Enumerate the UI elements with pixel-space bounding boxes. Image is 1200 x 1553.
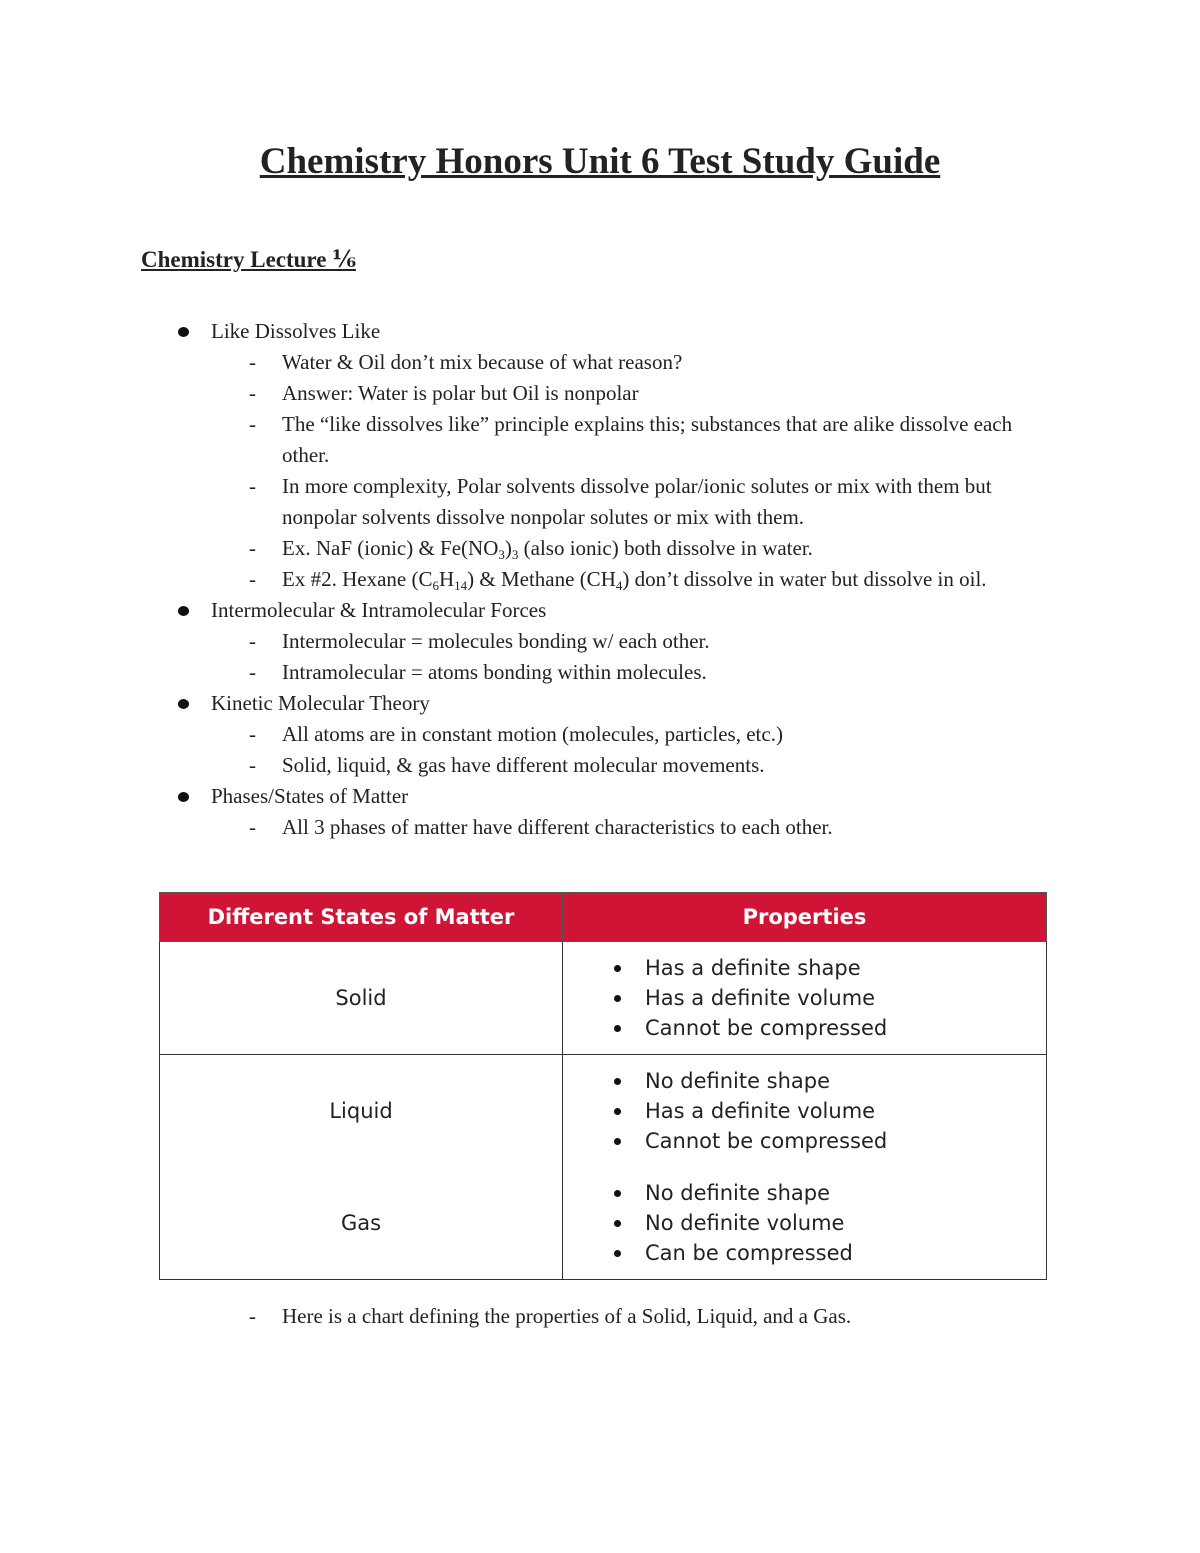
bullet-icon (614, 1025, 621, 1032)
bullet-icon (178, 606, 189, 616)
topic-forces (0, 595, 1200, 626)
footer-note (0, 1301, 1200, 1332)
bullet-icon (178, 327, 189, 337)
property-item: Has a definite shape (645, 953, 1046, 983)
bullet-icon (614, 1078, 621, 1085)
table-row (160, 1167, 1047, 1280)
property-item: No definite shape (645, 1066, 1046, 1096)
property-item: Has a definite volume (645, 983, 1046, 1013)
bullet-icon (178, 792, 189, 802)
dash-icon: - (249, 350, 256, 374)
header-properties: Properties (563, 893, 1047, 942)
property-item: Cannot be compressed (645, 1013, 1046, 1043)
dash-icon: - (249, 722, 256, 746)
dash-icon: - (249, 660, 256, 684)
table-row (160, 942, 1047, 1055)
section-heading: Chemistry Lecture ⅙ (141, 247, 356, 272)
notes-list (0, 316, 1200, 843)
list-item: - The “like dissolves like” principle explains this; substances that are alike dissolve each other. (0, 409, 1200, 471)
dash-icon: - (249, 381, 256, 405)
bullet-icon (614, 965, 621, 972)
dash-icon: - (249, 474, 256, 498)
topic-heading: Intermolecular & Intramolecular Forces (211, 598, 547, 622)
list-item: - Here is a chart defining the properties of a Solid, Liquid, and a Gas. (0, 1301, 1200, 1332)
state-cell: Solid (160, 942, 563, 1055)
topic-like-dissolves-like (0, 316, 1200, 347)
example-item: - Ex #2. Hexane $(C_6H_{14})$ & Methane $(CH_4)$ don’t dissolve in water but dissolve in oil. (0, 564, 1200, 595)
table-row (160, 1055, 1047, 1168)
property-item: No definite volume (645, 1208, 1046, 1238)
dash-icon: - (249, 1304, 256, 1328)
header-states: Different States of Matter (160, 893, 563, 942)
dash-icon: - (249, 567, 256, 591)
properties-cell (563, 942, 1047, 1055)
topic-heading: Like Dissolves Like (211, 319, 381, 343)
list-item: - Intramolecular = atoms bonding within molecules. (0, 657, 1200, 688)
list-item: - Answer: Water is polar but Oil is nonpolar (0, 378, 1200, 409)
page-title: Chemistry Honors Unit 6 Test Study Guide (259, 141, 941, 182)
topic-heading: Phases/States of Matter (211, 784, 409, 808)
example-item: - Ex. NaF (ionic) & $Fe(NO_3)_3$ (also ionic) both dissolve in water. (0, 533, 1200, 564)
bullet-icon (178, 699, 189, 709)
state-cell: Liquid (160, 1055, 563, 1168)
property-item: Has a definite volume (645, 1096, 1046, 1126)
dash-icon: - (249, 536, 256, 560)
list-item: - In more complexity, Polar solvents dissolve polar/ionic solutes or mix with them but nonpolar solvents dissolve nonpolar solutes or mix with them. (0, 471, 1200, 533)
bullet-icon (614, 995, 621, 1002)
bullet-icon (614, 1190, 621, 1197)
list-item: - All atoms are in constant motion (molecules, particles, etc.) (0, 719, 1200, 750)
state-cell: Gas (160, 1167, 563, 1280)
bullet-icon (614, 1220, 621, 1227)
dash-icon: - (249, 753, 256, 777)
property-item: No definite shape (645, 1178, 1046, 1208)
list-item: - All 3 phases of matter have different characteristics to each other. (0, 812, 1200, 843)
property-item: Cannot be compressed (645, 1126, 1046, 1156)
property-item: Can be compressed (645, 1238, 1046, 1268)
dash-icon: - (249, 412, 256, 436)
properties-cell (563, 1167, 1047, 1280)
bullet-icon (614, 1138, 621, 1145)
states-of-matter-table (159, 892, 1047, 1280)
bullet-icon (614, 1250, 621, 1257)
list-item: - Solid, liquid, & gas have different molecular movements. (0, 750, 1200, 781)
properties-cell (563, 1055, 1047, 1168)
list-item: - Intermolecular = molecules bonding w/ each other. (0, 626, 1200, 657)
bullet-icon (614, 1108, 621, 1115)
topic-kinetic-molecular-theory (0, 688, 1200, 719)
topic-heading: Kinetic Molecular Theory (211, 691, 430, 715)
table-header-row (160, 893, 1047, 942)
dash-icon: - (249, 629, 256, 653)
dash-icon: - (249, 815, 256, 839)
topic-phases (0, 781, 1200, 812)
list-item: - Water & Oil don’t mix because of what reason? (0, 347, 1200, 378)
